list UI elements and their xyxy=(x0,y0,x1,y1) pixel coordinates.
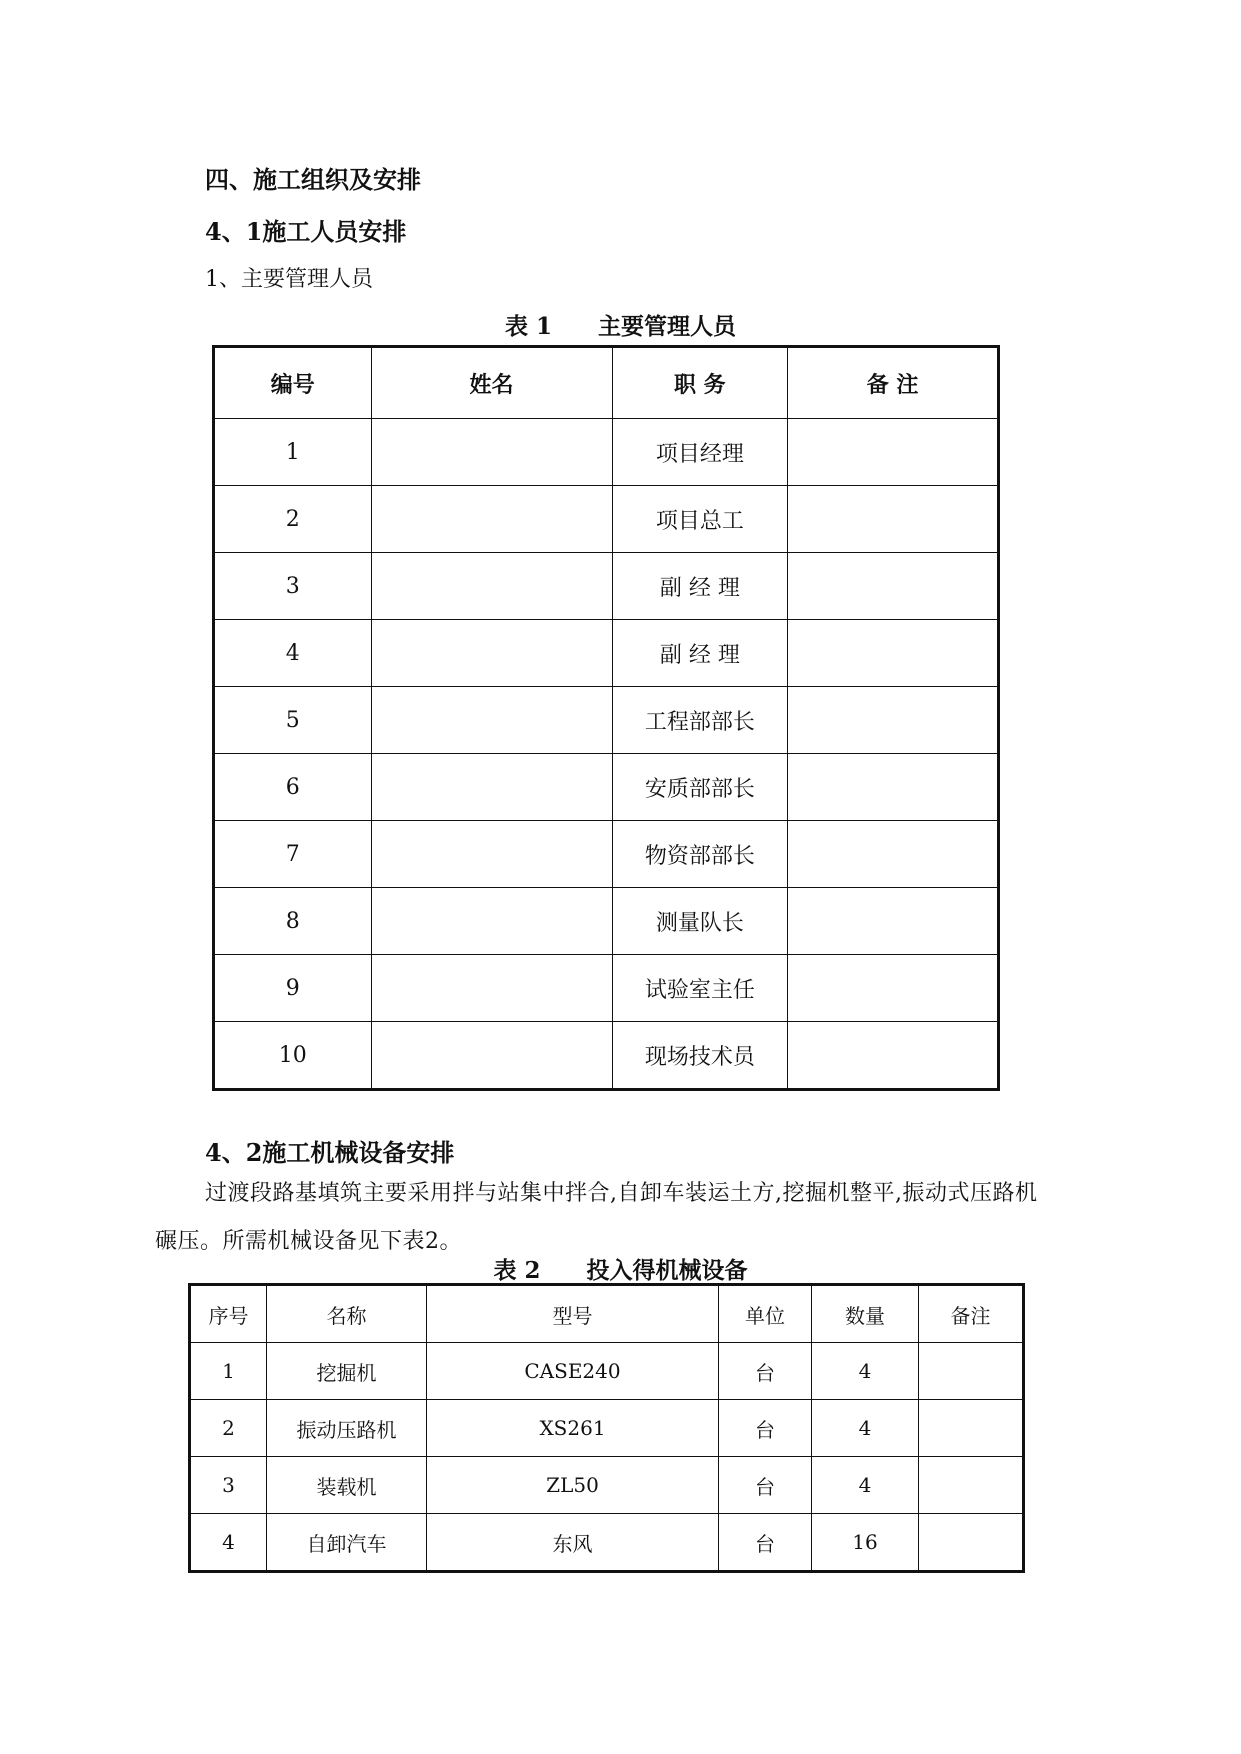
table-cell: 3 xyxy=(190,1457,267,1514)
table-cell: 8 xyxy=(214,888,372,955)
table-cell: 2 xyxy=(190,1400,267,1457)
table-cell: 3 xyxy=(214,553,372,620)
table-cell: 测量队长 xyxy=(612,888,788,955)
table-cell xyxy=(371,687,612,754)
table-cell: 2 xyxy=(214,486,372,553)
table-row xyxy=(214,888,999,955)
table2-caption: 表 2 投入得机械设备 xyxy=(493,1257,748,1284)
table-cell: 台 xyxy=(719,1457,812,1514)
header-cell: 型号 xyxy=(427,1285,719,1343)
table-cell: 4 xyxy=(190,1514,267,1572)
table-row xyxy=(214,553,999,620)
table-header-row xyxy=(190,1285,1024,1343)
table-cell xyxy=(371,888,612,955)
subsection-title-equipment: 4、2施工机械设备安排 xyxy=(205,1138,455,1167)
table-cell xyxy=(371,486,612,553)
management-table xyxy=(212,345,1000,1091)
table-cell xyxy=(788,620,999,687)
table-cell: 物资部部长 xyxy=(612,821,788,888)
table-cell xyxy=(371,955,612,1022)
table-cell xyxy=(788,955,999,1022)
table-cell: 项目经理 xyxy=(612,419,788,486)
table-cell xyxy=(919,1457,1024,1514)
table-cell: CASE240 xyxy=(427,1343,719,1400)
table-cell xyxy=(788,419,999,486)
table-cell xyxy=(788,687,999,754)
table-cell xyxy=(919,1514,1024,1572)
item-title-management: 1、主要管理人员 xyxy=(205,267,373,292)
table-cell: 安质部部长 xyxy=(612,754,788,821)
table-row xyxy=(190,1343,1024,1400)
table-cell xyxy=(788,486,999,553)
table-cell: ZL50 xyxy=(427,1457,719,1514)
header-cell: 备注 xyxy=(919,1285,1024,1343)
table-cell: 自卸汽车 xyxy=(267,1514,427,1572)
header-cell: 编号 xyxy=(214,347,372,419)
header-cell: 数量 xyxy=(812,1285,919,1343)
equipment-table xyxy=(188,1283,1025,1573)
table-cell: 4 xyxy=(812,1400,919,1457)
table-cell: 台 xyxy=(719,1514,812,1572)
table-cell: 1 xyxy=(190,1343,267,1400)
table-cell xyxy=(788,754,999,821)
table-row xyxy=(214,687,999,754)
table-cell xyxy=(919,1400,1024,1457)
table-cell xyxy=(788,553,999,620)
table-cell: 4 xyxy=(214,620,372,687)
table1-caption: 表 1 主要管理人员 xyxy=(504,313,736,340)
subsection-title-personnel: 4、1施工人员安排 xyxy=(205,217,407,246)
header-cell: 姓名 xyxy=(371,347,612,419)
header-cell: 单位 xyxy=(719,1285,812,1343)
table-cell xyxy=(371,821,612,888)
table-row xyxy=(214,419,999,486)
table-cell: 1 xyxy=(214,419,372,486)
table-row xyxy=(214,754,999,821)
table-cell: 4 xyxy=(812,1343,919,1400)
table-cell: 试验室主任 xyxy=(612,955,788,1022)
table-row xyxy=(214,1022,999,1090)
table-cell xyxy=(788,821,999,888)
table-cell xyxy=(371,419,612,486)
header-cell: 序号 xyxy=(190,1285,267,1343)
table-header-row xyxy=(214,347,999,419)
table-cell: 台 xyxy=(719,1343,812,1400)
table-cell: 项目总工 xyxy=(612,486,788,553)
table-row xyxy=(214,955,999,1022)
header-cell: 名称 xyxy=(267,1285,427,1343)
table-cell: 东风 xyxy=(427,1514,719,1572)
table-cell: 10 xyxy=(214,1022,372,1090)
section-title: 四、施工组织及安排 xyxy=(205,165,421,194)
table-cell xyxy=(919,1343,1024,1400)
table-row xyxy=(214,486,999,553)
header-cell: 职 务 xyxy=(612,347,788,419)
table-cell xyxy=(371,620,612,687)
table-cell: 7 xyxy=(214,821,372,888)
table-cell: 工程部部长 xyxy=(612,687,788,754)
table-cell: 副 经 理 xyxy=(612,620,788,687)
table-cell: 装载机 xyxy=(267,1457,427,1514)
table-cell xyxy=(371,553,612,620)
table-row xyxy=(214,821,999,888)
table-cell: 振动压路机 xyxy=(267,1400,427,1457)
table-cell: XS261 xyxy=(427,1400,719,1457)
table-row xyxy=(190,1400,1024,1457)
table-cell: 挖掘机 xyxy=(267,1343,427,1400)
table-cell: 6 xyxy=(214,754,372,821)
table-cell: 现场技术员 xyxy=(612,1022,788,1090)
table-cell xyxy=(788,888,999,955)
table-cell: 4 xyxy=(812,1457,919,1514)
table-cell xyxy=(371,1022,612,1090)
table-cell xyxy=(788,1022,999,1090)
table-cell: 台 xyxy=(719,1400,812,1457)
table-cell xyxy=(371,754,612,821)
table-row xyxy=(190,1457,1024,1514)
header-cell: 备 注 xyxy=(788,347,999,419)
equipment-paragraph: 过渡段路基填筑主要采用拌与站集中拌合,自卸车装运土方,挖掘机整平,振动式压路机碾压。所需机械设备见下表2。 xyxy=(155,1181,1038,1254)
table-row xyxy=(190,1514,1024,1572)
table-cell: 9 xyxy=(214,955,372,1022)
table-cell: 5 xyxy=(214,687,372,754)
table-row xyxy=(214,620,999,687)
table-cell: 16 xyxy=(812,1514,919,1572)
table-cell: 副 经 理 xyxy=(612,553,788,620)
